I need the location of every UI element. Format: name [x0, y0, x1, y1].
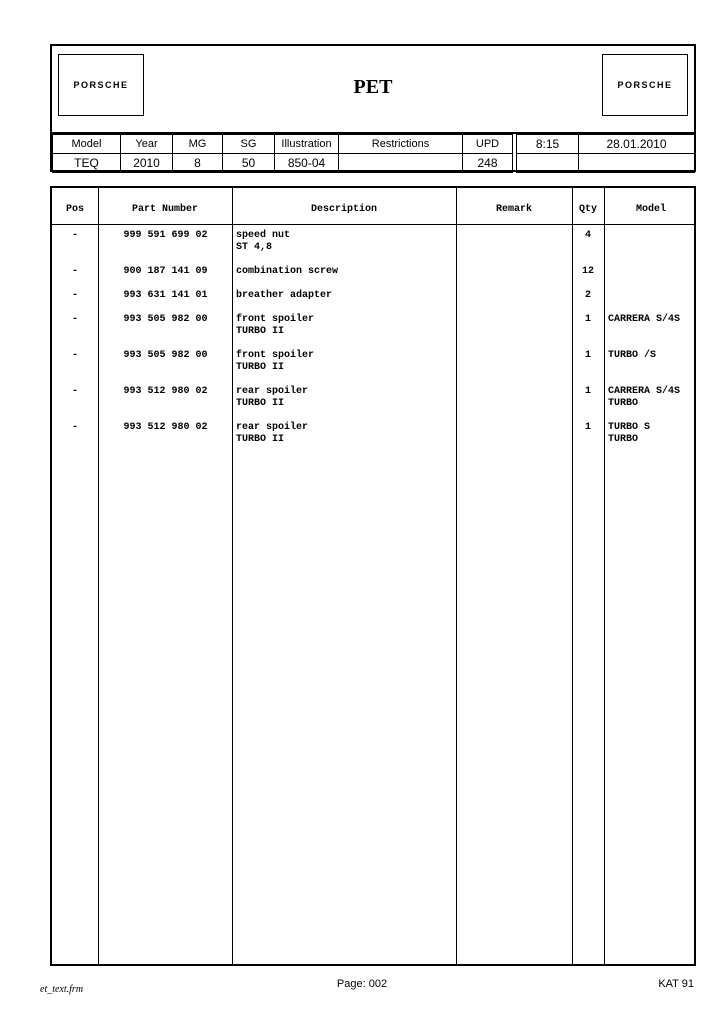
- description-cell: [236, 266, 456, 278]
- model-cell: [608, 386, 698, 410]
- column-divider: [98, 188, 99, 964]
- label-year: Year: [121, 135, 173, 154]
- description-line: front spoiler: [236, 314, 315, 325]
- label-model: Model: [53, 135, 121, 154]
- model-cell: CARRERA S/4S: [608, 314, 681, 325]
- column-divider: [232, 188, 233, 964]
- qty-cell: 4: [584, 230, 591, 241]
- date-value: 28.01.2010: [579, 135, 695, 154]
- qty-cell: 1: [584, 386, 591, 397]
- description-subline: TURBO II: [236, 434, 285, 445]
- label-sg: SG: [223, 135, 275, 154]
- value-upd: 248: [463, 154, 513, 173]
- description-subline: TURBO II: [236, 362, 285, 373]
- description-subline: TURBO II: [236, 398, 285, 409]
- logo-text: PORSCHE: [73, 80, 129, 90]
- label-illustration: Illustration: [275, 135, 339, 154]
- catalog-info-table: [50, 132, 696, 172]
- model-subline: TURBO: [608, 398, 639, 409]
- header-remark: Remark: [495, 204, 532, 215]
- part-number-cell: 999 591 699 02: [123, 230, 208, 241]
- description-line: combination screw: [236, 266, 339, 277]
- description-line: speed nut: [236, 230, 291, 241]
- description-subline: TURBO II: [236, 326, 285, 337]
- model-subline: TURBO: [608, 434, 639, 445]
- blank-cell: [579, 154, 695, 173]
- part-number-cell: 993 512 980 02: [123, 386, 208, 397]
- pos-cell: -: [71, 266, 78, 277]
- description-line: breather adapter: [236, 290, 333, 301]
- value-mg: 8: [173, 154, 223, 173]
- description-cell: [236, 422, 456, 446]
- header-qty: Qty: [578, 204, 597, 215]
- pos-cell: -: [71, 350, 78, 361]
- qty-cell: 1: [584, 422, 591, 433]
- model-cell: [608, 422, 698, 446]
- value-year: 2010: [121, 154, 173, 173]
- description-subline: ST 4,8: [236, 242, 273, 253]
- header-divider: [52, 224, 694, 225]
- column-divider: [572, 188, 573, 964]
- time-value: 8:15: [517, 135, 579, 154]
- value-restrictions: [339, 154, 463, 173]
- header-model: Model: [635, 204, 666, 215]
- document-header: [50, 44, 696, 134]
- label-restrictions: Restrictions: [339, 135, 463, 154]
- pos-cell: -: [71, 230, 78, 241]
- qty-cell: 2: [584, 290, 591, 301]
- part-number-cell: 900 187 141 09: [123, 266, 208, 277]
- description-line: rear spoiler: [236, 386, 309, 397]
- qty-cell: 1: [584, 314, 591, 325]
- pos-cell: -: [71, 314, 78, 325]
- header-pos: Pos: [65, 204, 84, 215]
- value-model: TEQ: [53, 154, 121, 173]
- page-title: PET: [353, 76, 393, 98]
- description-line: front spoiler: [236, 350, 315, 361]
- catalog-id: KAT 91: [658, 978, 694, 990]
- description-cell: [236, 314, 456, 338]
- pos-cell: -: [71, 422, 78, 433]
- model-line: TURBO S: [608, 422, 651, 433]
- part-number-cell: 993 505 982 00: [123, 314, 208, 325]
- description-cell: [236, 230, 456, 254]
- part-number-cell: 993 631 141 01: [123, 290, 208, 301]
- value-sg: 50: [223, 154, 275, 173]
- description-cell: [236, 386, 456, 410]
- value-illustration: 850-04: [275, 154, 339, 173]
- column-divider: [456, 188, 457, 964]
- model-line: CARRERA S/4S: [608, 386, 681, 397]
- blank-cell: [517, 154, 579, 173]
- logo-text: PORSCHE: [617, 80, 673, 90]
- description-cell: [236, 290, 456, 302]
- qty-cell: 12: [581, 266, 594, 277]
- model-cell: TURBO /S: [608, 350, 657, 361]
- pos-cell: -: [71, 386, 78, 397]
- part-number-cell: 993 505 982 00: [123, 350, 208, 361]
- porsche-logo-right: [602, 54, 688, 116]
- label-mg: MG: [173, 135, 223, 154]
- form-name: et_text.frm: [40, 984, 84, 995]
- pos-cell: -: [71, 290, 78, 301]
- label-upd: UPD: [463, 135, 513, 154]
- part-number-cell: 993 512 980 02: [123, 422, 208, 433]
- header-description: Description: [310, 204, 377, 215]
- column-divider: [604, 188, 605, 964]
- header-part-number: Part Number: [131, 204, 198, 215]
- page-number: Page: 002: [336, 978, 388, 990]
- qty-cell: 1: [584, 350, 591, 361]
- description-line: rear spoiler: [236, 422, 309, 433]
- parts-table: [50, 186, 696, 966]
- description-cell: [236, 350, 456, 374]
